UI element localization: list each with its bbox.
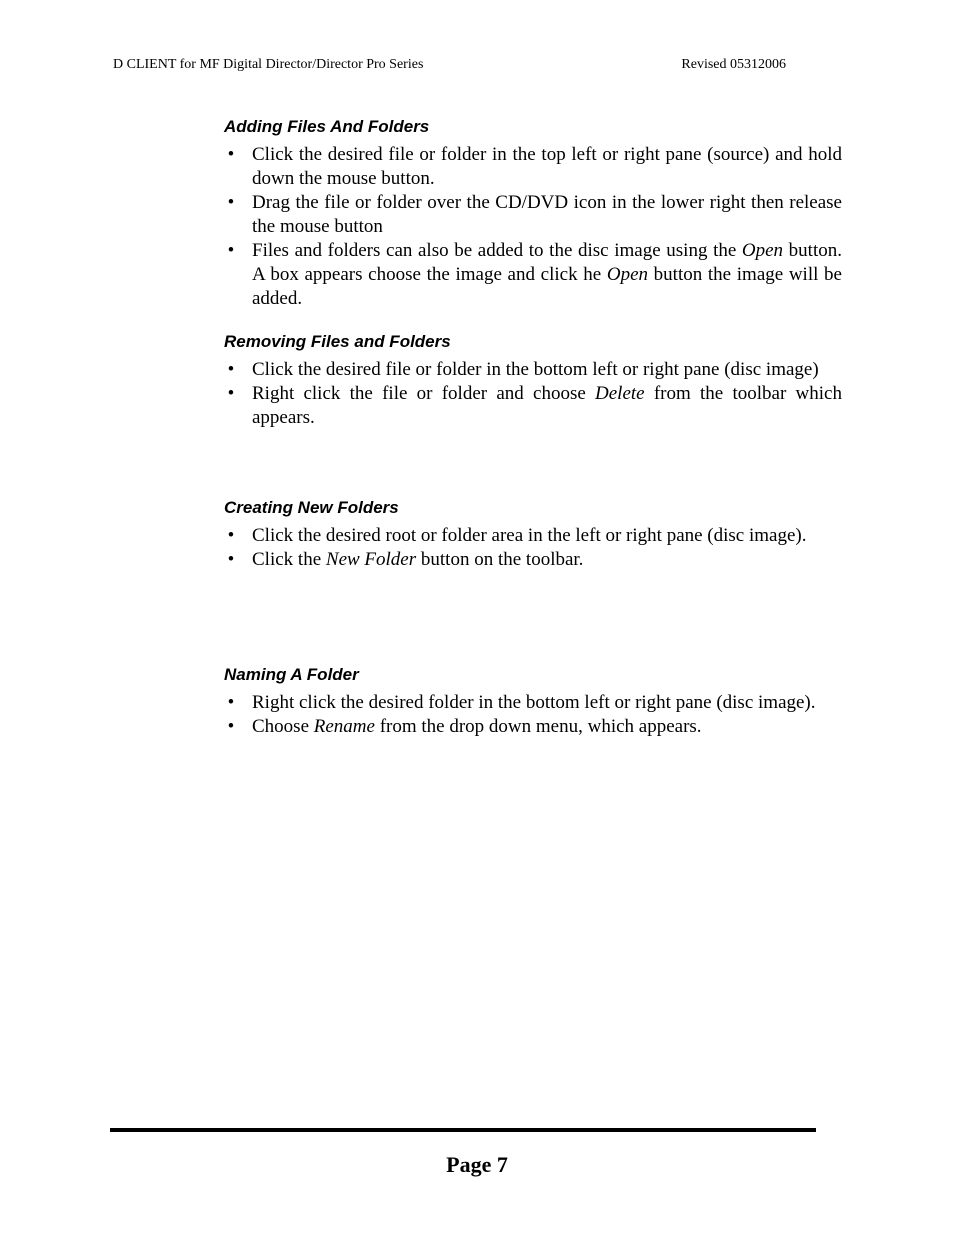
- section-heading: Adding Files And Folders: [224, 117, 430, 136]
- header-revision: Revised 05312006: [681, 57, 786, 72]
- bullet-icon: •: [227, 144, 235, 165]
- item-text: button the image will be added.: [252, 264, 842, 309]
- item-text: Click the: [252, 549, 326, 570]
- list-item: [224, 239, 842, 311]
- section-adding-files: [224, 117, 842, 311]
- bullet-list: [224, 691, 842, 739]
- list-item: [224, 191, 842, 239]
- bullet-icon: •: [227, 192, 235, 213]
- item-emphasis: Delete: [595, 383, 645, 404]
- list-item: [224, 524, 842, 548]
- list-item: [224, 715, 842, 739]
- item-text: Right click the desired folder in the bottom left or right pane (disc image).: [252, 692, 816, 713]
- bullet-icon: •: [227, 692, 235, 713]
- list-item: [224, 382, 842, 430]
- item-text: Choose: [252, 716, 314, 737]
- item-emphasis: Rename: [313, 716, 375, 737]
- list-item: [224, 691, 842, 715]
- item-text: button on the toolbar.: [416, 549, 584, 570]
- bullet-list: [224, 524, 842, 572]
- item-text: button. A box appears choose the image and click he: [252, 240, 842, 285]
- item-emphasis: New Folder: [325, 549, 417, 570]
- section-naming-folder: [224, 665, 842, 739]
- bullet-icon: •: [227, 359, 235, 380]
- section-removing-files: [224, 332, 842, 430]
- section-heading: Creating New Folders: [224, 498, 399, 517]
- bullet-list: [224, 358, 842, 430]
- list-item: [224, 358, 842, 382]
- bullet-icon: •: [227, 240, 235, 261]
- item-text: from the toolbar which appears.: [252, 383, 842, 428]
- item-text: Click the desired root or folder area in the left or right pane (disc image).: [252, 525, 807, 546]
- item-emphasis: Open: [606, 264, 648, 285]
- footer-divider: [110, 1128, 816, 1132]
- item-text: Click the desired file or folder in the bottom left or right pane (disc image): [252, 359, 819, 380]
- section-creating-folders: [224, 498, 842, 572]
- item-emphasis: Open: [741, 240, 784, 261]
- header-title: D CLIENT for MF Digital Director/Director Pro Series: [113, 57, 424, 72]
- item-text: Click the desired file or folder in the top left or right pane (source) and hold down the mouse button.: [252, 144, 842, 189]
- bullet-icon: •: [227, 716, 235, 737]
- item-text: Files and folders can also be added to the disc image using the: [252, 240, 742, 261]
- page-number: Page 7: [446, 1152, 508, 1177]
- item-text: Right click the file or folder and choose: [252, 383, 596, 404]
- bullet-list: [224, 143, 842, 311]
- bullet-icon: •: [227, 525, 235, 546]
- bullet-icon: •: [227, 549, 235, 570]
- section-heading: Removing Files and Folders: [224, 332, 451, 351]
- item-text: Drag the file or folder over the CD/DVD icon in the lower right then release the mouse button: [252, 192, 842, 237]
- list-item: [224, 548, 842, 572]
- bullet-icon: •: [227, 383, 235, 404]
- list-item: [224, 143, 842, 191]
- item-text: from the drop down menu, which appears.: [374, 716, 702, 737]
- section-heading: Naming A Folder: [224, 665, 359, 684]
